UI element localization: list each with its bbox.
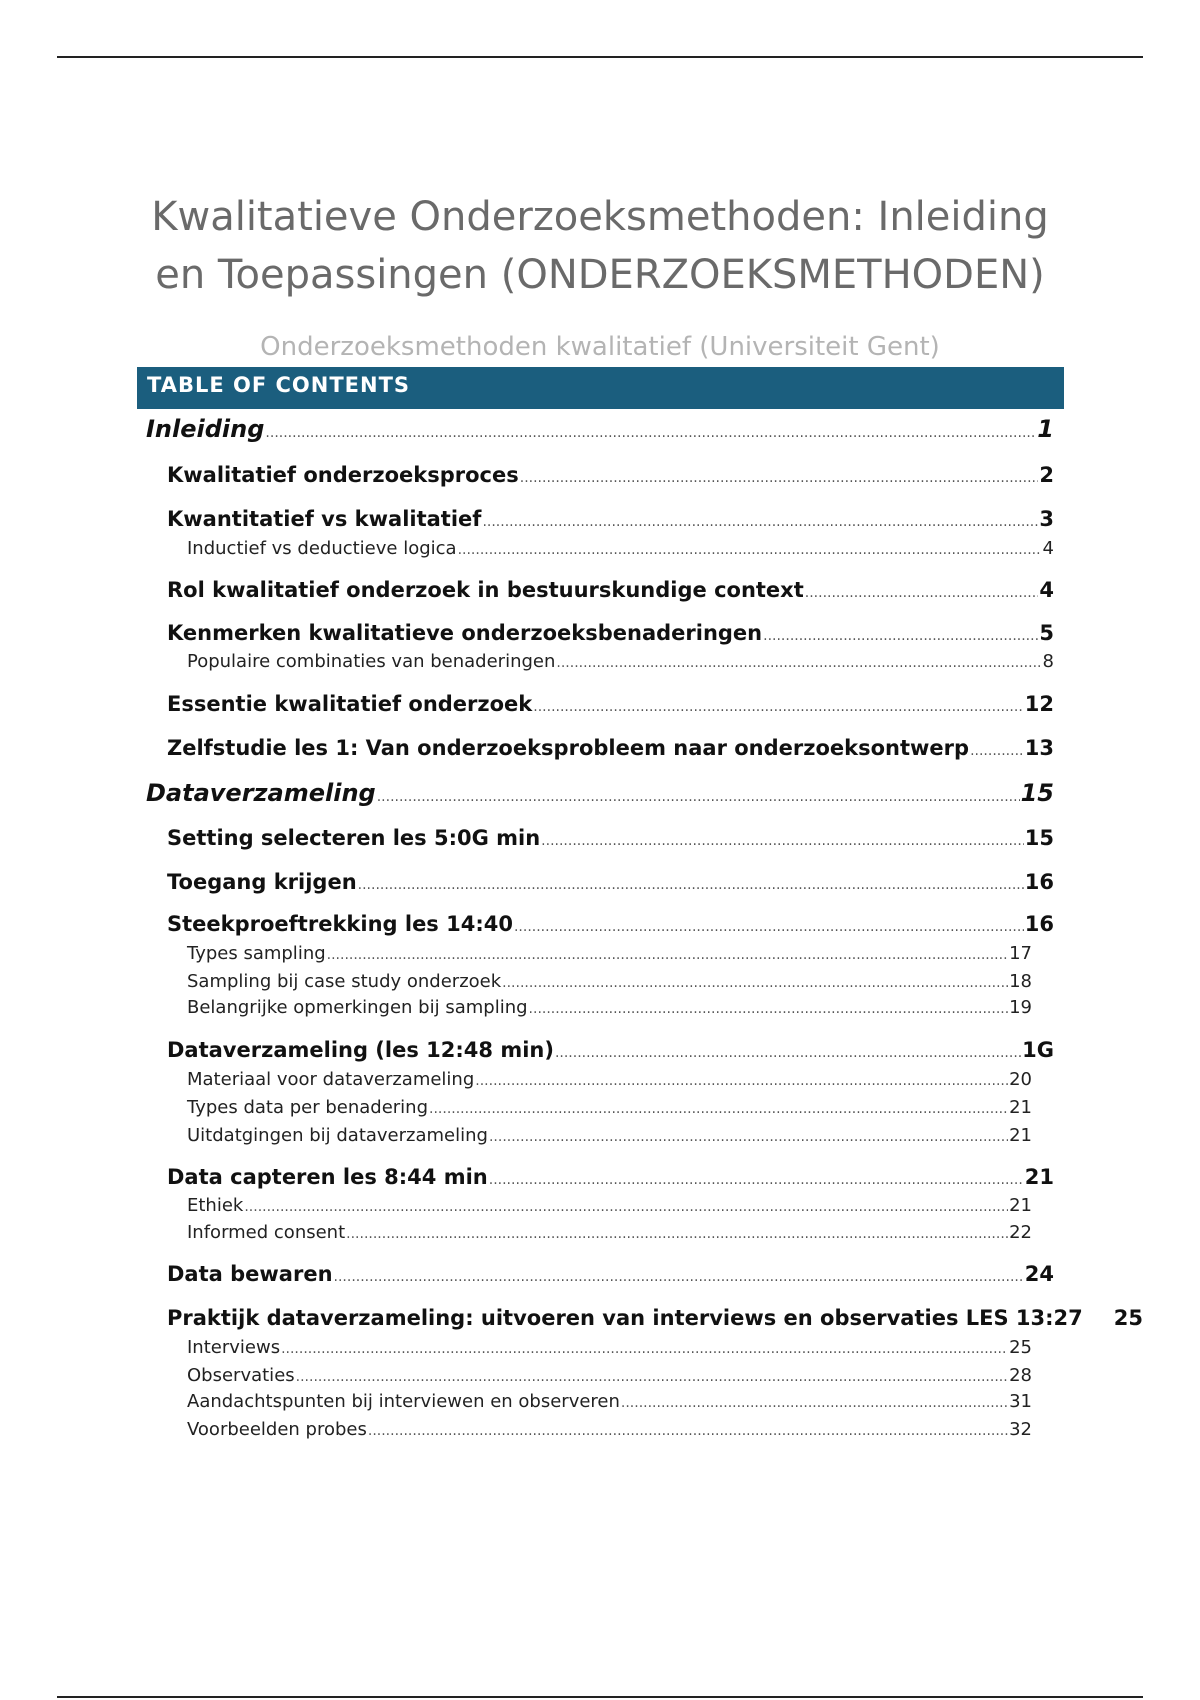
toc-label: Inleiding — [146, 415, 265, 443]
document-subtitle: Onderzoeksmethoden kwalitatief (Universiteit Gent) — [260, 332, 940, 362]
toc-page: 21 — [1024, 1165, 1054, 1189]
toc-label: Voorbeelden probes — [187, 1419, 367, 1440]
toc-entry[interactable] — [167, 463, 1054, 487]
toc-heading: TABLE OF CONTENTS — [137, 367, 1064, 409]
toc-entry[interactable] — [167, 621, 1054, 645]
toc-label: Interviews — [187, 1337, 281, 1358]
toc-label: Aandachtspunten bij interviewen en observeren — [187, 1391, 620, 1412]
toc-page: 16 — [1024, 870, 1054, 894]
toc-label: Setting selecteren les 5:0G min — [167, 826, 541, 850]
toc-entry[interactable] — [167, 507, 1054, 531]
toc-page: 32 — [1009, 1419, 1032, 1440]
toc-page: 28 — [1009, 1365, 1032, 1386]
toc-page: 16 — [1024, 912, 1054, 936]
toc-label: Praktijk dataverzameling: uitvoeren van interviews en observaties LES 13:27 — [167, 1306, 1083, 1330]
toc-label: Observaties — [187, 1365, 295, 1386]
toc-label: Inductief vs deductieve logica — [187, 538, 457, 559]
toc-entry[interactable] — [146, 415, 1054, 443]
toc-page: 20 — [1009, 1069, 1032, 1090]
toc-entry[interactable] — [167, 1165, 1054, 1189]
toc-entry[interactable] — [187, 1125, 1032, 1146]
toc-entry[interactable] — [187, 1365, 1032, 1386]
toc-entry[interactable] — [167, 578, 1054, 602]
toc-entry[interactable] — [187, 651, 1054, 672]
bottom-rule — [57, 1696, 1143, 1698]
toc-page: 31 — [1009, 1391, 1032, 1412]
toc-label: Populaire combinaties van benaderingen — [187, 651, 556, 672]
toc-page: 3 — [1039, 507, 1054, 531]
toc-label: Dataverzameling (les 12:48 min) — [167, 1038, 554, 1062]
toc-label: Types data per benadering — [187, 1097, 429, 1118]
toc-label: Data capteren les 8:44 min — [167, 1165, 488, 1189]
toc-entry[interactable] — [187, 997, 1032, 1018]
toc-entry[interactable] — [187, 1097, 1032, 1118]
toc-entry[interactable] — [187, 538, 1054, 559]
toc-page: 5 — [1039, 621, 1054, 645]
toc-entry[interactable] — [167, 870, 1054, 894]
toc-label: Steekproeftrekking les 14:40 — [167, 912, 513, 936]
toc-entry[interactable] — [167, 1038, 1054, 1062]
toc-page: 21 — [1009, 1097, 1032, 1118]
toc-label: Belangrijke opmerkingen bij sampling — [187, 997, 528, 1018]
toc-page: 4 — [1042, 538, 1054, 559]
toc-page: 21 — [1009, 1195, 1032, 1216]
toc-entry[interactable] — [167, 736, 1054, 760]
toc-label: Kenmerken kwalitatieve onderzoeksbenaderingen — [167, 621, 763, 645]
toc-page: 4 — [1039, 578, 1054, 602]
toc-page: 15 — [1024, 826, 1054, 850]
toc-label: Types sampling — [187, 943, 326, 964]
toc-entry[interactable] — [187, 971, 1032, 992]
toc-page: 19 — [1009, 997, 1032, 1018]
toc-label: Informed consent — [187, 1222, 346, 1243]
title-line-2: en Toepassingen (ONDERZOEKSMETHODEN) — [155, 252, 1045, 298]
toc-label: Materiaal voor dataverzameling — [187, 1069, 475, 1090]
toc-label: Kwalitatief onderzoeksproces — [167, 463, 519, 487]
toc-entry[interactable] — [167, 1262, 1054, 1286]
toc-label: Dataverzameling — [146, 779, 376, 807]
toc-label: Toegang krijgen — [167, 870, 357, 894]
toc-label: Uitdatgingen bij dataverzameling — [187, 1125, 488, 1146]
toc-entry[interactable] — [187, 1222, 1032, 1243]
toc-label: Essentie kwalitatief onderzoek — [167, 692, 533, 716]
toc-page: 25 — [1113, 1306, 1143, 1330]
toc-page: 12 — [1024, 692, 1054, 716]
toc-entry[interactable] — [167, 912, 1054, 936]
title-line-1: Kwalitatieve Onderzoeksmethoden: Inleiding — [151, 194, 1049, 240]
toc-page: 21 — [1009, 1125, 1032, 1146]
toc-entry[interactable] — [187, 1419, 1032, 1440]
toc-label: Data bewaren — [167, 1262, 333, 1286]
toc-page: 18 — [1009, 971, 1032, 992]
toc-label: Ethiek — [187, 1195, 244, 1216]
toc-page: 1G — [1022, 1038, 1054, 1062]
toc-entry[interactable] — [146, 779, 1054, 807]
toc-entry[interactable] — [187, 943, 1032, 964]
toc-entry[interactable] — [187, 1195, 1032, 1216]
toc-page: 17 — [1009, 943, 1032, 964]
toc-label: Zelfstudie les 1: Van onderzoeksprobleem naar onderzoeksontwerp — [167, 736, 970, 760]
toc-entry[interactable] — [187, 1069, 1032, 1090]
toc-page: 25 — [1009, 1337, 1032, 1358]
toc-page: 13 — [1024, 736, 1054, 760]
toc-label: Rol kwalitatief onderzoek in bestuurskundige context — [167, 578, 804, 602]
toc-entry[interactable] — [187, 1337, 1032, 1358]
toc-label: Kwantitatief vs kwalitatief — [167, 507, 482, 531]
toc-page: 2 — [1039, 463, 1054, 487]
toc-page: 22 — [1009, 1222, 1032, 1243]
document-title — [120, 188, 1080, 304]
toc-page: 8 — [1042, 651, 1054, 672]
toc-entry[interactable] — [167, 692, 1054, 716]
toc-entry[interactable] — [187, 1391, 1032, 1412]
toc-page: 1 — [1037, 415, 1054, 443]
toc-entry[interactable] — [167, 826, 1054, 850]
toc-page: 24 — [1024, 1262, 1054, 1286]
toc-entry[interactable] — [167, 1306, 1143, 1330]
toc-page: 15 — [1020, 779, 1054, 807]
toc-label: Sampling bij case study onderzoek — [187, 971, 502, 992]
top-rule — [57, 56, 1143, 58]
